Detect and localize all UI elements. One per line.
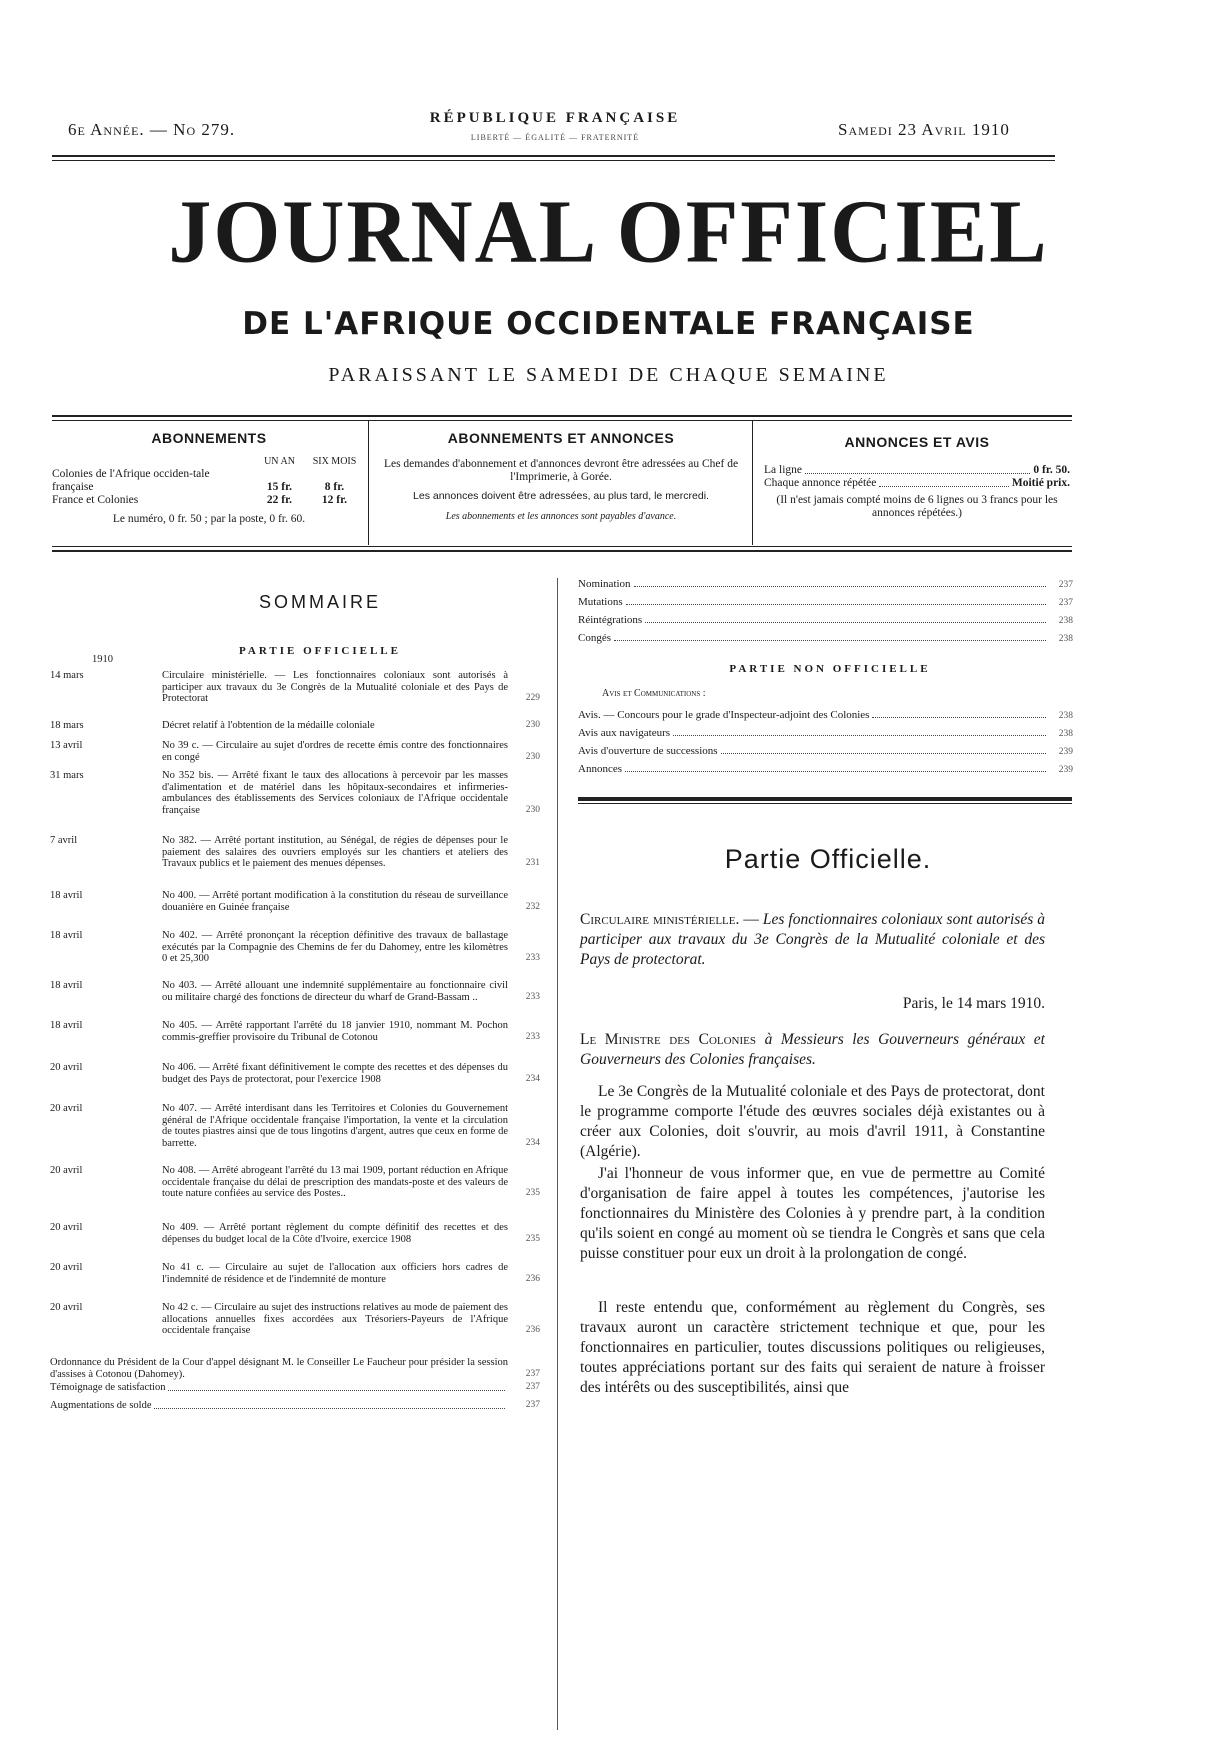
entry-date: 14 mars <box>50 670 84 681</box>
item-text: Nomination <box>578 578 631 590</box>
repetee-price: Moitié prix. <box>1011 477 1070 489</box>
abonnements-annonces-box <box>380 430 742 523</box>
abonnements-box <box>52 430 366 526</box>
extra-text: Témoignage de satisfaction <box>50 1382 166 1393</box>
entry-page: 230 <box>525 751 540 762</box>
circulaire-heading <box>580 910 1045 970</box>
extra-page: 237 <box>525 1382 540 1392</box>
sommaire-entry <box>50 720 540 732</box>
item-page: 238 <box>1058 711 1073 721</box>
entry-text: Circulaire ministérielle. — Les fonctionnaires coloniaux sont autorisés à participer aux travaux du 3e Congrès de la Mutualité coloniale et des Pays de Protectorat <box>162 670 508 704</box>
sommaire-entry <box>50 1165 540 1200</box>
entry-text: No 409. — Arrêté portant règlement du compte définitif des recettes et des dépenses du budget local de la Côte d'Ivoire, exercice 1908 <box>162 1222 508 1245</box>
item-page: 239 <box>1058 765 1073 775</box>
right-rule-thick <box>578 797 1072 801</box>
issue-date: Samedi 23 Avril 1910 <box>838 120 1010 139</box>
devise: LIBERTÉ — ÉGALITÉ — FRATERNITÉ <box>470 133 640 142</box>
box-rule-bottom-2 <box>52 550 1072 552</box>
item-text: Mutations <box>578 596 623 608</box>
sommaire-title: SOMMAIRE <box>258 592 381 612</box>
extra-text: Augmentations de solde <box>50 1400 152 1411</box>
entry-date: 18 avril <box>50 930 83 941</box>
entry-page: 235 <box>525 1233 540 1244</box>
dot-leader <box>625 771 1046 772</box>
row1-six: 8 fr. <box>324 481 345 493</box>
sommaire-entry <box>50 890 540 913</box>
extra-page: 237 <box>525 1368 540 1379</box>
paragraph-2: J'ai l'honneur de vous informer que, en vue de permettre au Comité d'organisation de faire appel à toutes les compétences, j'autorise les fonctionnaires du Ministère des Colonies à y prendre part, à la condition qu'ils soient en congé au moment où se tiendra le Congrès et sans que cela puisse constituer pour eux un droit à la prolongation de congé. <box>580 1165 1045 1262</box>
payables-note: Les abonnements et les annonces sont payables d'avance. <box>445 511 677 522</box>
entry-page: 233 <box>525 1031 540 1042</box>
box-rule-bottom <box>52 546 1072 547</box>
sommaire-entry <box>50 770 540 816</box>
header-rule-top <box>52 155 1055 157</box>
sommaire-entry <box>50 1020 540 1043</box>
sommaire-right-item <box>578 727 1073 741</box>
entry-date: 20 avril <box>50 1165 83 1176</box>
ligne-price: 0 fr. 50. <box>1033 464 1070 476</box>
partie-non-officielle-label: PARTIE NON OFFICIELLE <box>729 663 931 675</box>
col-six-mois: SIX MOIS <box>312 456 357 467</box>
box-rule-top <box>52 415 1072 417</box>
item-text: Avis aux navigateurs <box>578 727 671 739</box>
paragraph-3: Il reste entendu que, conformément au règlement du Congrès, ses travaux auront un caractère strictement technique et que, pour les fonctionnaires en particulier, toutes discussions politiques ou religieuses, toutes appréciations portant sur des faits qui seraient de nature à froisser des intérêts ou des susceptibilités, ainsi que <box>580 1299 1045 1396</box>
dot-leader <box>614 640 1046 641</box>
row1-label: Colonies de l'Afrique occiden-tale française <box>52 468 210 493</box>
dot-leader <box>645 622 1046 623</box>
entry-text: No 403. — Arrêté allouant une indemnité supplémentaire au fonctionnaire civil ou militaire chargé des fonctions de directeur du wharf de Grand-Bassam .. <box>162 980 508 1003</box>
abonnements-head: ABONNEMENTS <box>151 430 267 446</box>
entry-page: 230 <box>525 804 540 815</box>
ministre-dest: à Messieurs les Gouverneurs généraux et Gouverneurs des Colonies françaises. <box>580 1031 1045 1068</box>
right-rule-thin <box>578 803 1072 804</box>
entry-page: 230 <box>525 720 540 730</box>
entry-page: 234 <box>525 1137 540 1148</box>
entry-date: 20 avril <box>50 1262 83 1273</box>
entry-date: 18 avril <box>50 980 83 991</box>
entry-text: No 407. — Arrêté interdisant dans les Territoires et Colonies du Gouvernement général de l'Afrique occidentale française l'importation, la vente et la circulation de toutes piastres ainsi que de tous lingotins d'argent, autres que ceux en forme de barrette. <box>162 1103 508 1149</box>
entry-text: No 402. — Arrêté prononçant la réception définitive des travaux de ballastage exécutés par la Compagnie des Chemins de fer du Dahomey, entre les kilomètres 0 et 25,300 <box>162 930 508 964</box>
entry-text: No 39 c. — Circulaire au sujet d'ordres de recette émis contre des fonctionnaires en congé <box>162 740 508 763</box>
entry-page: 233 <box>525 953 540 963</box>
mercredi-note: Les annonces doivent être adressées, au plus tard, le mercredi. <box>413 490 709 502</box>
circ-head: Circulaire ministérielle. — <box>580 911 763 928</box>
entry-page: 232 <box>525 901 540 912</box>
dot-leader <box>872 717 1046 718</box>
entry-page: 235 <box>525 1188 540 1198</box>
journal-subtitle: DE L'AFRIQUE OCCIDENTALE FRANÇAISE <box>242 306 975 342</box>
entry-date: 20 avril <box>50 1062 83 1073</box>
entry-text: No 408. — Arrêté abrogeant l'arrêté du 13 mai 1909, portant réduction en Afrique occidentale française du délai de prescription des mandats-poste et des valeurs de toute nature confiées au service des Postes.. <box>162 1165 508 1199</box>
sommaire-entry <box>50 1222 540 1245</box>
entry-date: 18 avril <box>50 890 83 901</box>
entry-date: 20 avril <box>50 1103 83 1114</box>
sommaire-entry <box>50 835 540 870</box>
sommaire-extra-entry <box>50 1400 540 1412</box>
sommaire-extra-entry <box>50 1357 540 1380</box>
column-divider <box>557 578 558 1730</box>
republique-heading: RÉPUBLIQUE FRANÇAISE <box>429 110 681 126</box>
sommaire-year: 1910 <box>92 654 113 665</box>
partie-officielle-heading: Partie Officielle. <box>724 844 932 874</box>
minimum-note: (Il n'est jamais compté moins de 6 lignes ou 3 francs pour les annonces répétées.) <box>776 494 1058 519</box>
entry-text: No 352 bis. — Arrêté fixant le taux des allocations à percevoir par les masses d'alimentation et de matériel dans les hôpitaux-secondaires et infirmeries-ambulances des établissements des Services coloniaux de l'Afrique occidentale française <box>162 770 508 816</box>
dot-leader <box>721 753 1046 754</box>
item-page: 238 <box>1058 616 1073 626</box>
abonnements-annonces-head: ABONNEMENTS ET ANNONCES <box>447 430 675 446</box>
entry-text: Décret relatif à l'obtention de la médaille coloniale <box>162 720 375 731</box>
sommaire-right-item <box>578 763 1073 777</box>
sommaire-right-item <box>578 745 1073 759</box>
entry-text: No 400. — Arrêté portant modification à la constitution du réseau de surveillance douanière en Guinée française <box>162 890 508 913</box>
publication-frequency: PARAISSANT LE SAMEDI DE CHAQUE SEMAINE <box>328 364 889 386</box>
entry-text: No 406. — Arrêté fixant définitivement le compte des recettes et des dépenses du budget des Pays de protectorat, pour l'exercice 1908 <box>162 1062 508 1085</box>
numero-price: Le numéro, 0 fr. 50 ; par la poste, 0 fr. 60. <box>112 513 306 525</box>
annonces-avis-head: ANNONCES ET AVIS <box>844 434 990 450</box>
circ-title: Les fonctionnaires coloniaux sont autorisés à participer aux travaux du 3e Congrès de la Mutualité coloniale et des Pays de protectorat. <box>580 911 1045 968</box>
annonces-avis-box <box>764 434 1070 520</box>
entry-text: No 405. — Arrêté rapportant l'arrêté du 18 janvier 1910, nommant M. Pochon commis-greffier provisoire du Tribunal de Cotonou <box>162 1020 508 1043</box>
entry-date: 31 mars <box>50 770 84 781</box>
item-text: Congés <box>578 632 611 644</box>
sommaire-right-item <box>578 632 1073 646</box>
box-divider-1 <box>368 421 369 545</box>
item-page: 239 <box>1058 747 1073 757</box>
dot-leader <box>626 604 1046 605</box>
box-divider-2 <box>752 421 753 545</box>
sommaire-entry <box>50 1062 540 1085</box>
entry-date: 18 avril <box>50 1020 83 1031</box>
demandes-note: Les demandes d'abonnement et d'annonces devront être adressées au Chef de l'Imprimerie, à Gorée. <box>383 458 739 483</box>
sommaire-entry <box>50 670 540 705</box>
item-text: Annonces <box>578 763 622 775</box>
ministre-line <box>580 1030 1045 1070</box>
item-page: 238 <box>1058 729 1073 739</box>
item-page: 237 <box>1058 598 1073 608</box>
sommaire-entry <box>50 980 540 1003</box>
journal-title: JOURNAL OFFICIEL <box>168 180 1049 282</box>
row1-an: 15 fr. <box>266 481 293 493</box>
entry-text: No 382. — Arrêté portant institution, au Sénégal, de régies de dépenses pour le paiement des salaires des ouvriers employés sur les chantiers et ateliers des Travaux publics et le paiement des menues dépenses. <box>162 835 508 869</box>
dot-leader <box>805 464 1030 474</box>
row2-six: 12 fr. <box>321 494 348 506</box>
sommaire-right-item <box>578 709 1073 723</box>
extra-page: 237 <box>525 1400 540 1410</box>
extra-text: Ordonnance du Président de la Cour d'appel désignant M. le Conseiller Le Faucheur pour présider la session d'assises à Cotonou (Dahomey). <box>50 1357 508 1380</box>
place-date: Paris, le 14 mars 1910. <box>902 995 1045 1012</box>
entry-date: 13 avril <box>50 740 83 751</box>
entry-date: 18 mars <box>50 720 84 731</box>
header-rule-bottom <box>52 160 1055 161</box>
sommaire-entry <box>50 1302 540 1337</box>
sommaire-entry <box>50 1262 540 1285</box>
sommaire-right-item <box>578 596 1073 610</box>
sommaire-right-item <box>578 578 1073 592</box>
col-un-an: UN AN <box>264 456 295 467</box>
partie-officielle-label: PARTIE OFFICIELLE <box>239 645 401 657</box>
ligne-label: La ligne <box>764 464 802 476</box>
item-text: Réintégrations <box>578 614 643 626</box>
item-text: Avis. — Concours pour le grade d'Inspecteur-adjoint des Colonies <box>578 709 870 721</box>
entry-date: 20 avril <box>50 1222 83 1233</box>
sommaire-entry <box>50 930 540 965</box>
sommaire-entry <box>50 1103 540 1149</box>
entry-page: 231 <box>525 858 540 868</box>
dot-leader <box>673 735 1046 736</box>
entry-page: 236 <box>525 1325 540 1335</box>
dot-leader <box>879 477 1008 487</box>
sommaire-entry <box>50 740 540 763</box>
entry-page: 233 <box>525 991 540 1002</box>
sommaire-right-item <box>578 614 1073 628</box>
entry-date: 7 avril <box>50 835 78 846</box>
sommaire-extra-entry <box>50 1382 540 1394</box>
dot-leader <box>154 1400 505 1409</box>
box-rule-top-2 <box>52 420 1072 421</box>
repetee-label: Chaque annonce répétée <box>764 477 877 489</box>
entry-text: No 41 c. — Circulaire au sujet de l'allocation aux officiers hors cadres de l'indemnité de résidence et de l'indemnité de monture <box>162 1262 508 1285</box>
avis-communications-label: Avis et Communications : <box>602 688 706 699</box>
row2-label: France et Colonies <box>52 494 139 506</box>
paragraph-1: Le 3e Congrès de la Mutualité coloniale et des Pays de protectorat, dont le programme comporte l'étude des œuvres sociales déjà existantes ou à créer aux Colonies, doit s'ouvrir, au mois d'avril 1911, à Constantine (Algérie). <box>580 1083 1045 1160</box>
dot-leader <box>634 586 1046 587</box>
item-page: 237 <box>1058 580 1073 590</box>
ministre: Le Ministre des Colonies <box>580 1031 765 1048</box>
issue-number: 6e Année. — No 279. <box>68 120 236 139</box>
row2-an: 22 fr. <box>266 494 293 506</box>
item-page: 238 <box>1058 634 1073 644</box>
entry-page: 234 <box>525 1073 540 1084</box>
item-text: Avis d'ouverture de successions <box>578 745 718 757</box>
entry-page: 236 <box>525 1273 540 1284</box>
entry-text: No 42 c. — Circulaire au sujet des instructions relatives au mode de paiement des allocations annuelles fixes accordées aux Trésoriers-Payeurs de l'Afrique occidentale française <box>162 1302 508 1336</box>
entry-page: 229 <box>525 693 540 703</box>
entry-date: 20 avril <box>50 1302 83 1313</box>
dot-leader <box>168 1382 505 1391</box>
